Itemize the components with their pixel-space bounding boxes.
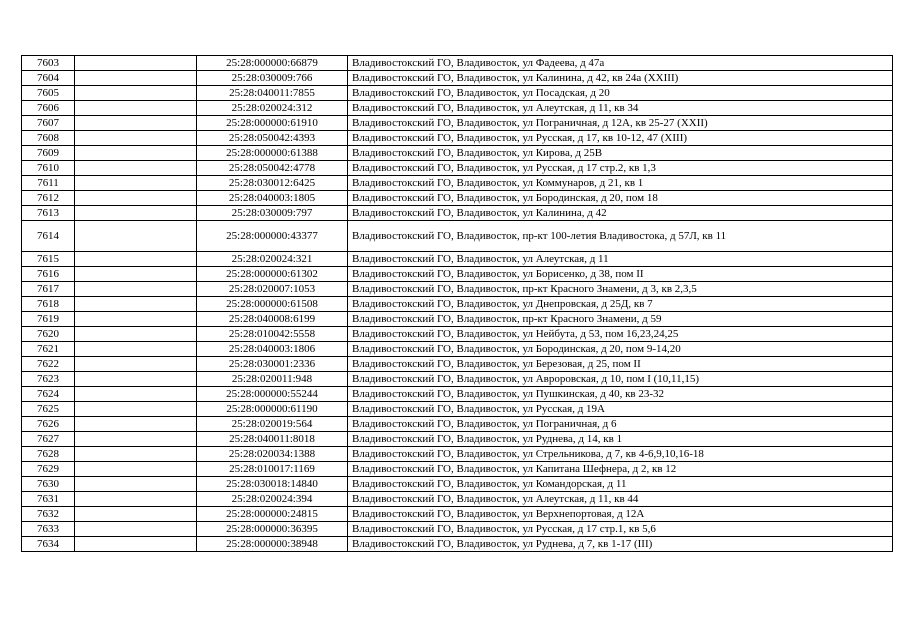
row-number-cell: 7611 [22, 176, 75, 191]
cadastral-number-cell: 25:28:050042:4778 [197, 161, 348, 176]
empty-cell [75, 86, 197, 101]
address-cell: Владивостокский ГО, Владивосток, ул Русская, д 19А [348, 402, 893, 417]
address-cell: Владивостокский ГО, Владивосток, ул Пограничная, д 6 [348, 417, 893, 432]
row-number-cell: 7617 [22, 282, 75, 297]
table-row [22, 161, 893, 176]
row-number-cell: 7613 [22, 206, 75, 221]
address-cell: Владивостокский ГО, Владивосток, ул Авроровская, д 10, пом I (10,11,15) [348, 372, 893, 387]
address-cell: Владивостокский ГО, Владивосток, ул Нейбута, д 53, пом 16,23,24,25 [348, 327, 893, 342]
row-number-cell: 7630 [22, 477, 75, 492]
table-row [22, 282, 893, 297]
empty-cell [75, 146, 197, 161]
table-row [22, 312, 893, 327]
cadastral-number-cell: 25:28:000000:55244 [197, 387, 348, 402]
row-number-cell: 7619 [22, 312, 75, 327]
table-row [22, 447, 893, 462]
cadastral-number-cell: 25:28:010042:5558 [197, 327, 348, 342]
empty-cell [75, 477, 197, 492]
address-cell: Владивостокский ГО, Владивосток, ул Кирова, д 25В [348, 146, 893, 161]
empty-cell [75, 447, 197, 462]
empty-cell [75, 357, 197, 372]
empty-cell [75, 537, 197, 552]
address-cell: Владивостокский ГО, Владивосток, ул Днепровская, д 25Д, кв 7 [348, 297, 893, 312]
address-cell: Владивостокский ГО, Владивосток, ул Бородинская, д 20, пом 18 [348, 191, 893, 206]
empty-cell [75, 492, 197, 507]
table-row [22, 252, 893, 267]
empty-cell [75, 221, 197, 252]
address-cell: Владивостокский ГО, Владивосток, ул Руднева, д 7, кв 1-17 (III) [348, 537, 893, 552]
cadastral-number-cell: 25:28:050042:4393 [197, 131, 348, 146]
row-number-cell: 7621 [22, 342, 75, 357]
table-row [22, 417, 893, 432]
cadastral-number-cell: 25:28:000000:36395 [197, 522, 348, 537]
row-number-cell: 7614 [22, 221, 75, 252]
cadastral-number-cell: 25:28:000000:61190 [197, 402, 348, 417]
empty-cell [75, 327, 197, 342]
empty-cell [75, 161, 197, 176]
address-cell: Владивостокский ГО, Владивосток, пр-кт 100-летия Владивостока, д 57Л, кв 11 [348, 221, 893, 252]
row-number-cell: 7603 [22, 56, 75, 71]
table-row [22, 327, 893, 342]
empty-cell [75, 101, 197, 116]
table-row [22, 372, 893, 387]
cadastral-number-cell: 25:28:040003:1805 [197, 191, 348, 206]
address-cell: Владивостокский ГО, Владивосток, ул Борисенко, д 38, пом II [348, 267, 893, 282]
address-cell: Владивостокский ГО, Владивосток, ул Алеутская, д 11, кв 44 [348, 492, 893, 507]
address-cell: Владивостокский ГО, Владивосток, ул Алеутская, д 11, кв 34 [348, 101, 893, 116]
cadastral-number-cell: 25:28:020007:1053 [197, 282, 348, 297]
cadastral-number-cell: 25:28:000000:24815 [197, 507, 348, 522]
row-number-cell: 7622 [22, 357, 75, 372]
row-number-cell: 7608 [22, 131, 75, 146]
table-row [22, 522, 893, 537]
cadastral-number-cell: 25:28:030001:2336 [197, 357, 348, 372]
table-row [22, 221, 893, 252]
table-row [22, 297, 893, 312]
address-cell: Владивостокский ГО, Владивосток, ул Верхнепортовая, д 12А [348, 507, 893, 522]
address-cell: Владивостокский ГО, Владивосток, ул Бородинская, д 20, пом 9-14,20 [348, 342, 893, 357]
table-row [22, 86, 893, 101]
empty-cell [75, 372, 197, 387]
empty-cell [75, 402, 197, 417]
cadastral-number-cell: 25:28:020019:564 [197, 417, 348, 432]
empty-cell [75, 56, 197, 71]
row-number-cell: 7628 [22, 447, 75, 462]
table-body [22, 56, 893, 552]
table-row [22, 477, 893, 492]
empty-cell [75, 462, 197, 477]
row-number-cell: 7605 [22, 86, 75, 101]
row-number-cell: 7615 [22, 252, 75, 267]
table-row [22, 131, 893, 146]
address-cell: Владивостокский ГО, Владивосток, ул Русская, д 17 стр.2, кв 1,3 [348, 161, 893, 176]
row-number-cell: 7623 [22, 372, 75, 387]
cadastral-number-cell: 25:28:040003:1806 [197, 342, 348, 357]
row-number-cell: 7612 [22, 191, 75, 206]
address-cell: Владивостокский ГО, Владивосток, ул Пограничная, д 12А, кв 25-27 (XXII) [348, 116, 893, 131]
table-row [22, 116, 893, 131]
cadastral-number-cell: 25:28:030012:6425 [197, 176, 348, 191]
empty-cell [75, 176, 197, 191]
empty-cell [75, 432, 197, 447]
empty-cell [75, 282, 197, 297]
empty-cell [75, 312, 197, 327]
row-number-cell: 7609 [22, 146, 75, 161]
cadastral-number-cell: 25:28:040011:7855 [197, 86, 348, 101]
cadastral-number-cell: 25:28:020024:321 [197, 252, 348, 267]
table-row [22, 432, 893, 447]
address-cell: Владивостокский ГО, Владивосток, ул Стрельникова, д 7, кв 4-6,9,10,16-18 [348, 447, 893, 462]
row-number-cell: 7632 [22, 507, 75, 522]
cadastral-number-cell: 25:28:000000:43377 [197, 221, 348, 252]
row-number-cell: 7616 [22, 267, 75, 282]
table-row [22, 387, 893, 402]
row-number-cell: 7627 [22, 432, 75, 447]
row-number-cell: 7620 [22, 327, 75, 342]
table-row [22, 507, 893, 522]
table-row [22, 146, 893, 161]
empty-cell [75, 252, 197, 267]
cadastral-number-cell: 25:28:020034:1388 [197, 447, 348, 462]
cadastral-number-cell: 25:28:000000:61302 [197, 267, 348, 282]
table-row [22, 462, 893, 477]
row-number-cell: 7624 [22, 387, 75, 402]
row-number-cell: 7604 [22, 71, 75, 86]
empty-cell [75, 342, 197, 357]
cadastral-number-cell: 25:28:020011:948 [197, 372, 348, 387]
row-number-cell: 7629 [22, 462, 75, 477]
table-row [22, 176, 893, 191]
cadastral-number-cell: 25:28:000000:61388 [197, 146, 348, 161]
row-number-cell: 7626 [22, 417, 75, 432]
empty-cell [75, 131, 197, 146]
row-number-cell: 7607 [22, 116, 75, 131]
table-row [22, 402, 893, 417]
address-cell: Владивостокский ГО, Владивосток, ул Русская, д 17 стр.1, кв 5,6 [348, 522, 893, 537]
table-row [22, 267, 893, 282]
property-table [21, 55, 893, 552]
cadastral-number-cell: 25:28:000000:38948 [197, 537, 348, 552]
address-cell: Владивостокский ГО, Владивосток, ул Алеутская, д 11 [348, 252, 893, 267]
address-cell: Владивостокский ГО, Владивосток, ул Калинина, д 42, кв 24а (XXIII) [348, 71, 893, 86]
address-cell: Владивостокский ГО, Владивосток, ул Посадская, д 20 [348, 86, 893, 101]
table-row [22, 206, 893, 221]
empty-cell [75, 267, 197, 282]
address-cell: Владивостокский ГО, Владивосток, ул Коммунаров, д 21, кв 1 [348, 176, 893, 191]
cadastral-number-cell: 25:28:040011:8018 [197, 432, 348, 447]
row-number-cell: 7625 [22, 402, 75, 417]
cadastral-number-cell: 25:28:040008:6199 [197, 312, 348, 327]
empty-cell [75, 507, 197, 522]
empty-cell [75, 387, 197, 402]
cadastral-number-cell: 25:28:010017:1169 [197, 462, 348, 477]
table-row [22, 537, 893, 552]
empty-cell [75, 116, 197, 131]
address-cell: Владивостокский ГО, Владивосток, ул Капитана Шефнера, д 2, кв 12 [348, 462, 893, 477]
row-number-cell: 7633 [22, 522, 75, 537]
row-number-cell: 7606 [22, 101, 75, 116]
row-number-cell: 7610 [22, 161, 75, 176]
row-number-cell: 7631 [22, 492, 75, 507]
table-row [22, 191, 893, 206]
empty-cell [75, 206, 197, 221]
cadastral-number-cell: 25:28:000000:66879 [197, 56, 348, 71]
cadastral-number-cell: 25:28:020024:312 [197, 101, 348, 116]
cadastral-number-cell: 25:28:000000:61910 [197, 116, 348, 131]
address-cell: Владивостокский ГО, Владивосток, ул Командорская, д 11 [348, 477, 893, 492]
table-row [22, 342, 893, 357]
address-cell: Владивостокский ГО, Владивосток, ул Пушкинская, д 40, кв 23-32 [348, 387, 893, 402]
address-cell: Владивостокский ГО, Владивосток, ул Березовая, д 25, пом II [348, 357, 893, 372]
empty-cell [75, 297, 197, 312]
table-row [22, 357, 893, 372]
cadastral-number-cell: 25:28:020024:394 [197, 492, 348, 507]
cadastral-number-cell: 25:28:030018:14840 [197, 477, 348, 492]
empty-cell [75, 191, 197, 206]
address-cell: Владивостокский ГО, Владивосток, пр-кт Красного Знамени, д 3, кв 2,3,5 [348, 282, 893, 297]
address-cell: Владивостокский ГО, Владивосток, ул Русская, д 17, кв 10-12, 47 (XIII) [348, 131, 893, 146]
address-cell: Владивостокский ГО, Владивосток, пр-кт Красного Знамени, д 59 [348, 312, 893, 327]
empty-cell [75, 71, 197, 86]
table-row [22, 101, 893, 116]
table-row [22, 492, 893, 507]
empty-cell [75, 417, 197, 432]
row-number-cell: 7618 [22, 297, 75, 312]
table-row [22, 56, 893, 71]
cadastral-number-cell: 25:28:030009:766 [197, 71, 348, 86]
cadastral-number-cell: 25:28:000000:61508 [197, 297, 348, 312]
address-cell: Владивостокский ГО, Владивосток, ул Руднева, д 14, кв 1 [348, 432, 893, 447]
address-cell: Владивостокский ГО, Владивосток, ул Калинина, д 42 [348, 206, 893, 221]
table-row [22, 71, 893, 86]
row-number-cell: 7634 [22, 537, 75, 552]
empty-cell [75, 522, 197, 537]
cadastral-number-cell: 25:28:030009:797 [197, 206, 348, 221]
address-cell: Владивостокский ГО, Владивосток, ул Фадеева, д 47а [348, 56, 893, 71]
